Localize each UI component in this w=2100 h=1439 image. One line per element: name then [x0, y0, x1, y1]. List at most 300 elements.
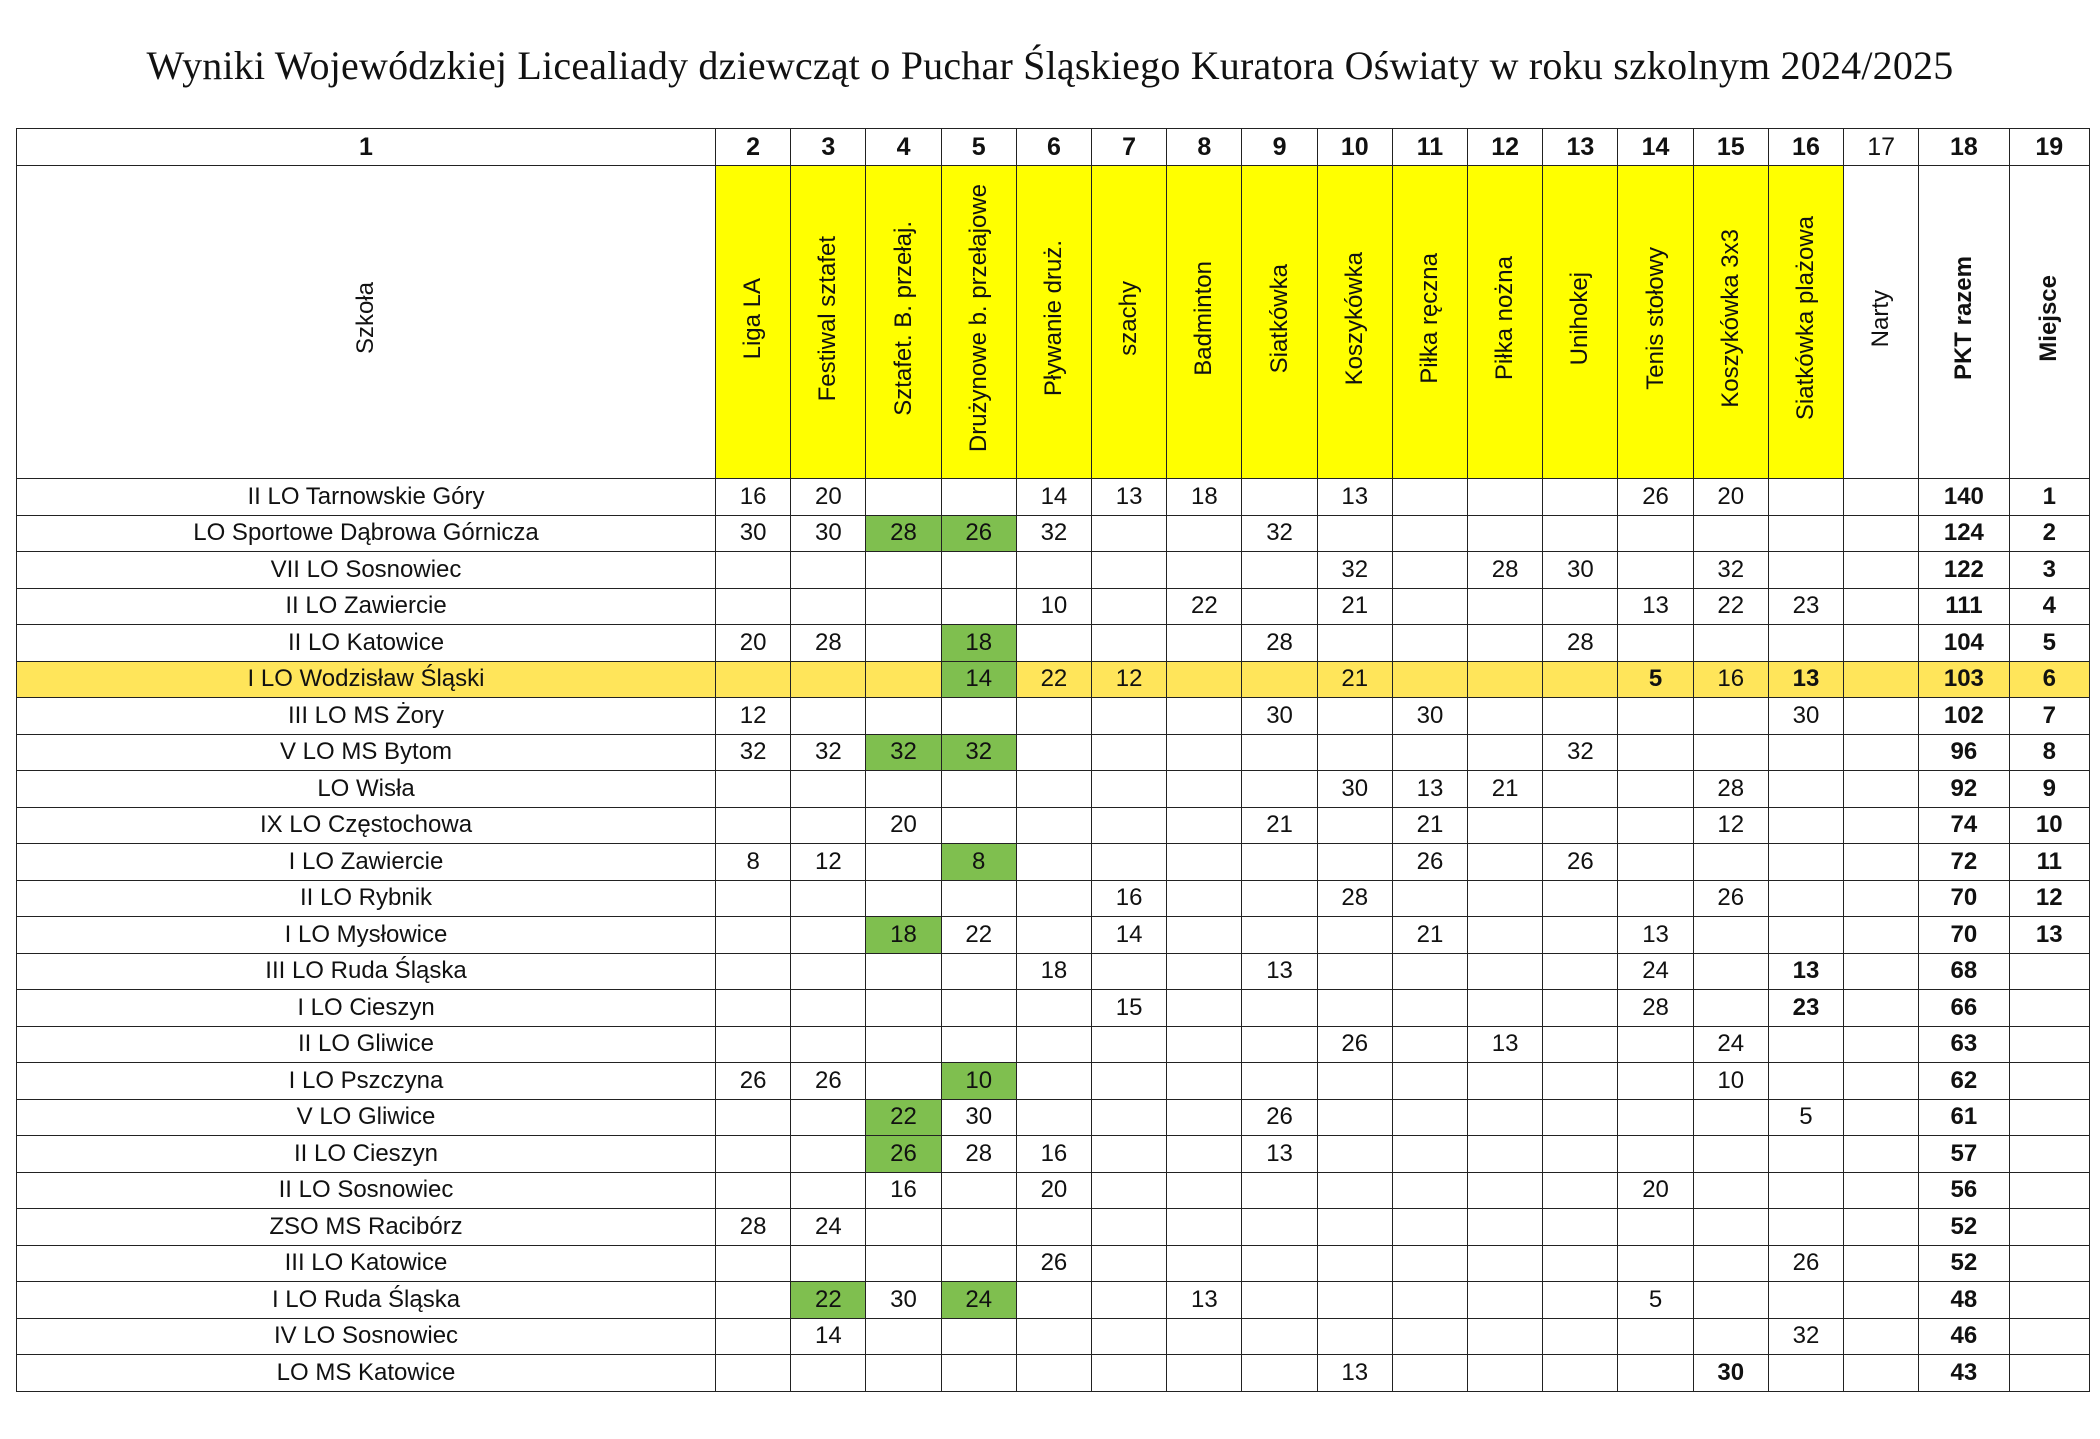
- school-name: IV LO Sosnowiec: [17, 1318, 716, 1355]
- score-cell: [941, 1355, 1016, 1392]
- score-cell: [791, 1355, 866, 1392]
- score-cell: [1468, 734, 1543, 771]
- score-cell: [1693, 625, 1768, 662]
- header-discipline: [1392, 166, 1467, 479]
- score-cell: [1392, 1172, 1467, 1209]
- school-name: II LO Tarnowskie Góry: [17, 479, 716, 516]
- score-cell: [1016, 1026, 1091, 1063]
- score-cell: [1242, 479, 1317, 516]
- score-cell: [1092, 1245, 1167, 1282]
- page-title: Wyniki Wojewódzkiej Licealiady dziewcząt o Puchar Śląskiego Kuratora Oświaty w roku szkolnym 2024/2025: [146, 43, 1954, 88]
- score-cell: [1167, 515, 1242, 552]
- score-cell: [1768, 1172, 1843, 1209]
- score-cell: [1844, 588, 1919, 625]
- score-cell: [1768, 552, 1843, 589]
- score-cell: 30: [1242, 698, 1317, 735]
- score-cell: [1768, 515, 1843, 552]
- header-discipline-label: Piłka nożna: [1491, 256, 1519, 381]
- place: 6: [2009, 661, 2089, 698]
- total-points: 70: [1919, 917, 2009, 954]
- score-cell: [791, 771, 866, 808]
- total-points: 124: [1919, 515, 2009, 552]
- place: 1: [2009, 479, 2089, 516]
- score-cell: [866, 1245, 941, 1282]
- column-header-row: [17, 166, 2090, 479]
- score-cell: [1543, 1172, 1618, 1209]
- score-cell: [716, 953, 791, 990]
- score-cell: [1392, 1209, 1467, 1246]
- score-cell: [791, 880, 866, 917]
- score-cell: [1092, 1099, 1167, 1136]
- score-cell: [1693, 1136, 1768, 1173]
- header-discipline-label: Tenis stołowy: [1641, 247, 1669, 390]
- score-cell: [1392, 1026, 1467, 1063]
- score-cell: 10: [1016, 588, 1091, 625]
- score-cell: [1844, 1209, 1919, 1246]
- score-cell: [866, 625, 941, 662]
- column-number: 16: [1768, 129, 1843, 166]
- score-cell: 30: [1317, 771, 1392, 808]
- score-cell: [1844, 953, 1919, 990]
- score-cell: [1167, 552, 1242, 589]
- score-cell: 13: [1317, 1355, 1392, 1392]
- score-cell: [1844, 1245, 1919, 1282]
- place: [2009, 1172, 2089, 1209]
- column-number: 10: [1317, 129, 1392, 166]
- score-cell: [1618, 1136, 1693, 1173]
- score-cell: [1768, 1355, 1843, 1392]
- school-name: II LO Rybnik: [17, 880, 716, 917]
- score-cell: [1092, 771, 1167, 808]
- score-cell: [1768, 1136, 1843, 1173]
- score-cell: [1167, 1172, 1242, 1209]
- score-cell: [1016, 1209, 1091, 1246]
- table-row: [17, 1172, 2090, 1209]
- header-discipline-label: Narty: [1867, 289, 1895, 348]
- place: [2009, 1355, 2089, 1392]
- column-number-row: [17, 129, 2090, 166]
- score-cell: [1392, 1245, 1467, 1282]
- header-discipline-label: szachy: [1115, 281, 1143, 356]
- column-number: 19: [2009, 129, 2089, 166]
- score-cell: [1618, 698, 1693, 735]
- score-cell: 32: [866, 734, 941, 771]
- score-cell: [791, 917, 866, 954]
- column-number: 14: [1618, 129, 1693, 166]
- header-discipline: [716, 166, 791, 479]
- school-name: LO MS Katowice: [17, 1355, 716, 1392]
- score-cell: [1618, 807, 1693, 844]
- header-school-label: Szkoła: [352, 282, 379, 355]
- score-cell: [1167, 661, 1242, 698]
- score-cell: 13: [1468, 1026, 1543, 1063]
- score-cell: [1167, 1136, 1242, 1173]
- score-cell: [1016, 844, 1091, 881]
- table-row: [17, 661, 2090, 698]
- score-cell: [1317, 1282, 1392, 1319]
- score-cell: 28: [1242, 625, 1317, 662]
- score-cell: [1768, 771, 1843, 808]
- total-points: 57: [1919, 1136, 2009, 1173]
- score-cell: [1543, 661, 1618, 698]
- score-cell: [1392, 1318, 1467, 1355]
- score-cell: [866, 552, 941, 589]
- header-discipline: [866, 166, 941, 479]
- score-cell: 32: [941, 734, 1016, 771]
- table-row: [17, 990, 2090, 1027]
- score-cell: [1167, 990, 1242, 1027]
- score-cell: 16: [866, 1172, 941, 1209]
- header-discipline-label: Drużynowe b. przełajowe: [964, 184, 992, 453]
- place: [2009, 1099, 2089, 1136]
- score-cell: 16: [1693, 661, 1768, 698]
- score-cell: [1392, 1136, 1467, 1173]
- score-cell: [1844, 625, 1919, 662]
- score-cell: [1468, 588, 1543, 625]
- score-cell: [1317, 1099, 1392, 1136]
- score-cell: [716, 588, 791, 625]
- score-cell: [1317, 1136, 1392, 1173]
- score-cell: 32: [1693, 552, 1768, 589]
- score-cell: [1167, 807, 1242, 844]
- score-cell: [1392, 880, 1467, 917]
- total-points: 74: [1919, 807, 2009, 844]
- total-points: 43: [1919, 1355, 2009, 1392]
- score-cell: 20: [866, 807, 941, 844]
- score-cell: [941, 698, 1016, 735]
- score-cell: [1618, 771, 1693, 808]
- score-cell: [866, 771, 941, 808]
- score-cell: [1242, 880, 1317, 917]
- place: [2009, 1209, 2089, 1246]
- score-cell: 28: [1543, 625, 1618, 662]
- score-cell: [1392, 1355, 1467, 1392]
- score-cell: 14: [1016, 479, 1091, 516]
- score-cell: [1468, 1355, 1543, 1392]
- score-cell: [791, 552, 866, 589]
- score-cell: [1392, 552, 1467, 589]
- score-cell: [791, 990, 866, 1027]
- place: [2009, 1318, 2089, 1355]
- total-points: 46: [1919, 1318, 2009, 1355]
- score-cell: [941, 588, 1016, 625]
- score-cell: 13: [1618, 917, 1693, 954]
- score-cell: [791, 698, 866, 735]
- score-cell: 22: [866, 1099, 941, 1136]
- score-cell: 28: [1317, 880, 1392, 917]
- score-cell: 13: [1392, 771, 1467, 808]
- score-cell: 12: [716, 698, 791, 735]
- score-cell: [1092, 552, 1167, 589]
- score-cell: [1693, 1282, 1768, 1319]
- header-discipline-label: Badminton: [1190, 261, 1218, 376]
- total-points: 103: [1919, 661, 2009, 698]
- place: [2009, 953, 2089, 990]
- score-cell: [1543, 1282, 1618, 1319]
- header-school: [17, 166, 716, 479]
- score-cell: [1618, 1355, 1693, 1392]
- score-cell: [1092, 807, 1167, 844]
- score-cell: [791, 1172, 866, 1209]
- score-cell: [791, 807, 866, 844]
- score-cell: [1844, 1355, 1919, 1392]
- score-cell: [1844, 771, 1919, 808]
- score-cell: 32: [791, 734, 866, 771]
- table-row: [17, 1099, 2090, 1136]
- place: 12: [2009, 880, 2089, 917]
- school-name: II LO Katowice: [17, 625, 716, 662]
- column-number: 17: [1844, 129, 1919, 166]
- place: 9: [2009, 771, 2089, 808]
- header-place: [2009, 166, 2089, 479]
- score-cell: [941, 771, 1016, 808]
- school-name: LO Sportowe Dąbrowa Górnicza: [17, 515, 716, 552]
- school-name: I LO Cieszyn: [17, 990, 716, 1027]
- score-cell: [866, 1026, 941, 1063]
- school-name: VII LO Sosnowiec: [17, 552, 716, 589]
- place: 4: [2009, 588, 2089, 625]
- score-cell: 26: [1618, 479, 1693, 516]
- total-points: 96: [1919, 734, 2009, 771]
- score-cell: [1392, 625, 1467, 662]
- score-cell: [1317, 698, 1392, 735]
- score-cell: [1618, 880, 1693, 917]
- score-cell: [1543, 1355, 1618, 1392]
- score-cell: [1468, 1282, 1543, 1319]
- score-cell: [1543, 515, 1618, 552]
- score-cell: [866, 990, 941, 1027]
- column-number: 18: [1919, 129, 2009, 166]
- score-cell: [1768, 844, 1843, 881]
- score-cell: [1016, 917, 1091, 954]
- school-name: V LO MS Bytom: [17, 734, 716, 771]
- school-name: ZSO MS Racibórz: [17, 1209, 716, 1246]
- score-cell: [1392, 1282, 1467, 1319]
- score-cell: [1844, 661, 1919, 698]
- score-cell: [1543, 1245, 1618, 1282]
- table-row: [17, 1318, 2090, 1355]
- score-cell: [1167, 1209, 1242, 1246]
- score-cell: 20: [716, 625, 791, 662]
- score-cell: [1543, 880, 1618, 917]
- score-cell: [1167, 1099, 1242, 1136]
- score-cell: 30: [716, 515, 791, 552]
- score-cell: [1543, 1136, 1618, 1173]
- score-cell: 30: [1693, 1355, 1768, 1392]
- place: [2009, 990, 2089, 1027]
- score-cell: 22: [1016, 661, 1091, 698]
- score-cell: [1092, 1136, 1167, 1173]
- column-number: 4: [866, 129, 941, 166]
- score-cell: [1844, 844, 1919, 881]
- score-cell: [1242, 1318, 1317, 1355]
- score-cell: [791, 953, 866, 990]
- score-cell: [1543, 1026, 1618, 1063]
- header-discipline-label: Unihokej: [1566, 271, 1594, 366]
- score-cell: [866, 880, 941, 917]
- score-cell: [1468, 661, 1543, 698]
- score-cell: [1167, 917, 1242, 954]
- score-cell: [716, 1136, 791, 1173]
- place: 5: [2009, 625, 2089, 662]
- score-cell: [1768, 880, 1843, 917]
- score-cell: [1693, 1318, 1768, 1355]
- header-discipline-label: Siatkówka plażowa: [1791, 216, 1819, 421]
- score-cell: 22: [1167, 588, 1242, 625]
- score-cell: [941, 1026, 1016, 1063]
- score-cell: 26: [866, 1136, 941, 1173]
- score-cell: [1543, 990, 1618, 1027]
- score-cell: [1317, 1318, 1392, 1355]
- score-cell: [1543, 917, 1618, 954]
- score-cell: [1543, 1063, 1618, 1100]
- table-row: [17, 1209, 2090, 1246]
- score-cell: [1092, 1172, 1167, 1209]
- score-cell: 13: [1618, 588, 1693, 625]
- score-cell: 13: [1242, 953, 1317, 990]
- place: 7: [2009, 698, 2089, 735]
- score-cell: [1468, 698, 1543, 735]
- score-cell: 20: [1693, 479, 1768, 516]
- header-discipline-label: Piłka ręczna: [1415, 253, 1443, 384]
- place: 10: [2009, 807, 2089, 844]
- score-cell: [1167, 844, 1242, 881]
- score-cell: [1317, 1209, 1392, 1246]
- score-cell: 22: [791, 1282, 866, 1319]
- score-cell: 28: [716, 1209, 791, 1246]
- score-cell: 28: [941, 1136, 1016, 1173]
- score-cell: [716, 917, 791, 954]
- score-cell: [1543, 807, 1618, 844]
- place: 8: [2009, 734, 2089, 771]
- score-cell: 24: [791, 1209, 866, 1246]
- score-cell: [1092, 953, 1167, 990]
- header-discipline: [1768, 166, 1843, 479]
- header-discipline: [1468, 166, 1543, 479]
- column-number: 6: [1016, 129, 1091, 166]
- table-row: [17, 880, 2090, 917]
- score-cell: [1016, 1282, 1091, 1319]
- score-cell: 18: [1016, 953, 1091, 990]
- score-cell: [716, 990, 791, 1027]
- header-total: [1919, 166, 2009, 479]
- school-name: I LO Wodzisław Śląski: [17, 661, 716, 698]
- school-name: II LO Zawiercie: [17, 588, 716, 625]
- score-cell: [1844, 807, 1919, 844]
- place: [2009, 1136, 2089, 1173]
- score-cell: 21: [1392, 807, 1467, 844]
- score-cell: [941, 990, 1016, 1027]
- score-cell: [1392, 479, 1467, 516]
- score-cell: 20: [1016, 1172, 1091, 1209]
- score-cell: 26: [1693, 880, 1768, 917]
- score-cell: [791, 1245, 866, 1282]
- column-number: 11: [1392, 129, 1467, 166]
- score-cell: [1392, 588, 1467, 625]
- score-cell: [866, 1063, 941, 1100]
- score-cell: [1016, 1063, 1091, 1100]
- score-cell: [1392, 734, 1467, 771]
- score-cell: 22: [1693, 588, 1768, 625]
- score-cell: [866, 588, 941, 625]
- score-cell: [1844, 990, 1919, 1027]
- school-name: III LO MS Żory: [17, 698, 716, 735]
- score-cell: [1693, 953, 1768, 990]
- score-cell: 8: [941, 844, 1016, 881]
- score-cell: [1543, 771, 1618, 808]
- score-cell: [1392, 953, 1467, 990]
- score-cell: [1693, 844, 1768, 881]
- score-cell: [1242, 1209, 1317, 1246]
- total-points: 48: [1919, 1282, 2009, 1319]
- table-row: [17, 515, 2090, 552]
- score-cell: [1092, 1026, 1167, 1063]
- column-number: 1: [17, 129, 716, 166]
- score-cell: 28: [1693, 771, 1768, 808]
- score-cell: [1543, 1209, 1618, 1246]
- score-cell: 23: [1768, 588, 1843, 625]
- score-cell: 30: [791, 515, 866, 552]
- score-cell: [1242, 771, 1317, 808]
- score-cell: [1167, 880, 1242, 917]
- score-cell: [1693, 1209, 1768, 1246]
- score-cell: 12: [1693, 807, 1768, 844]
- score-cell: [1543, 1318, 1618, 1355]
- header-discipline: [1016, 166, 1091, 479]
- score-cell: [866, 844, 941, 881]
- score-cell: 21: [1468, 771, 1543, 808]
- total-points: 56: [1919, 1172, 2009, 1209]
- score-cell: [1016, 734, 1091, 771]
- total-points: 66: [1919, 990, 2009, 1027]
- column-number: 2: [716, 129, 791, 166]
- table-row: [17, 771, 2090, 808]
- place: 11: [2009, 844, 2089, 881]
- score-cell: 16: [716, 479, 791, 516]
- score-cell: [791, 1099, 866, 1136]
- score-cell: 21: [1392, 917, 1467, 954]
- school-name: II LO Cieszyn: [17, 1136, 716, 1173]
- score-cell: [1317, 844, 1392, 881]
- score-cell: [1693, 990, 1768, 1027]
- school-name: II LO Sosnowiec: [17, 1172, 716, 1209]
- header-discipline-label: Liga LA: [739, 277, 767, 360]
- score-cell: [1618, 734, 1693, 771]
- score-cell: 30: [866, 1282, 941, 1319]
- score-cell: [1092, 588, 1167, 625]
- score-cell: [1618, 1209, 1693, 1246]
- column-number: 7: [1092, 129, 1167, 166]
- total-points: 72: [1919, 844, 2009, 881]
- score-cell: [1844, 552, 1919, 589]
- score-cell: [1468, 1172, 1543, 1209]
- table-row: [17, 552, 2090, 589]
- total-points: 122: [1919, 552, 2009, 589]
- score-cell: [1167, 1245, 1242, 1282]
- score-cell: 14: [791, 1318, 866, 1355]
- school-name: I LO Pszczyna: [17, 1063, 716, 1100]
- header-discipline: [1242, 166, 1317, 479]
- score-cell: [941, 479, 1016, 516]
- score-cell: 26: [1016, 1245, 1091, 1282]
- score-cell: [716, 1282, 791, 1319]
- score-cell: [1242, 552, 1317, 589]
- score-cell: [1693, 1245, 1768, 1282]
- score-cell: 26: [716, 1063, 791, 1100]
- header-discipline: [1693, 166, 1768, 479]
- score-cell: 12: [1092, 661, 1167, 698]
- score-cell: [791, 1026, 866, 1063]
